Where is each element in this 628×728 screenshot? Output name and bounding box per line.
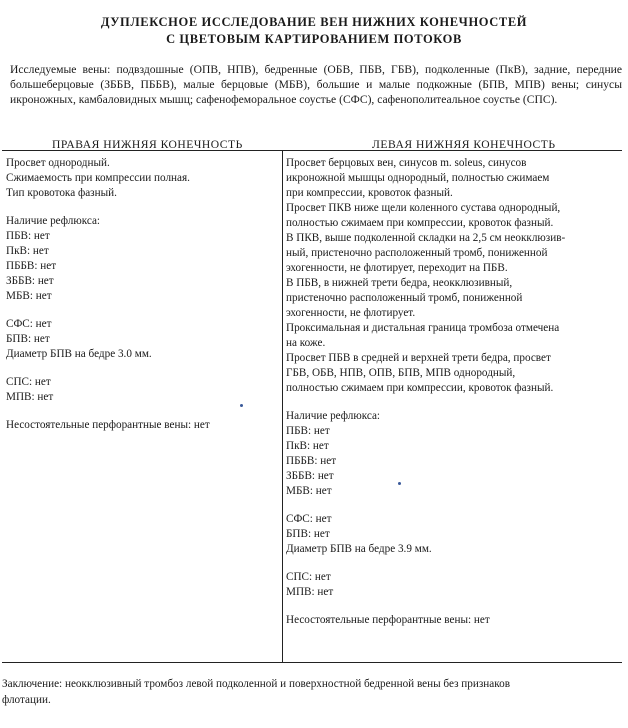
finding-line: пристеночно расположенный тромб, пониженной <box>286 292 523 304</box>
right-limb-header: ПРАВАЯ НИЖНЯЯ КОНЕЧНОСТЬ <box>52 138 243 151</box>
finding-line: эхогенности, не флотирует. <box>286 307 416 319</box>
finding-line: В ПКВ, выше подколенной складки на 2,5 см неокклюзив- <box>286 232 566 244</box>
finding-line: Просвет однородный. <box>6 157 110 169</box>
title-line-2: С ЦВЕТОВЫМ КАРТИРОВАНИЕМ ПОТОКОВ <box>166 32 462 46</box>
finding-line: Диаметр БПВ на бедре 3.0 мм. <box>6 348 152 360</box>
blank-line <box>6 304 278 317</box>
left-limb-findings <box>286 156 618 628</box>
finding-line: полностью сжимаем при компрессии, кровоток фазный. <box>286 217 554 229</box>
finding-line: ПБВ: нет <box>6 230 50 242</box>
finding-line: ПББВ: нет <box>286 455 337 467</box>
finding-line: МПВ: нет <box>6 391 54 403</box>
finding-line: СПС: нет <box>6 376 51 388</box>
ink-speck <box>240 404 243 407</box>
finding-line: ПкВ: нет <box>6 245 49 257</box>
finding-line: ГБВ, ОБВ, НПВ, ОПВ, БПВ, МПВ однородный, <box>286 367 516 379</box>
conclusion-line-1: Заключение: неокклюзивный тромбоз левой подколенной и поверхностной бедренной вены без признаков <box>2 678 510 690</box>
finding-line: Проксимальная и дистальная граница тромбоза отмечена <box>286 322 560 334</box>
blank-line <box>6 362 278 375</box>
finding-line: Просвет ПБВ в средней и верхней трети бедра, просвет <box>286 352 551 364</box>
finding-line: эхогенности, не флотирует, переходит на ПБВ. <box>286 262 508 274</box>
blank-line <box>286 600 618 613</box>
conclusion-line-2: флотации. <box>2 694 51 706</box>
left-limb-header: ЛЕВАЯ НИЖНЯЯ КОНЕЧНОСТЬ <box>372 138 556 151</box>
finding-line: БПВ: нет <box>6 333 50 345</box>
document-title <box>0 14 628 48</box>
ink-speck <box>398 482 401 485</box>
finding-line: икроножной мышцы однородный, полностью сжимаем <box>286 172 550 184</box>
finding-line: Несостоятельные перфорантные вены: нет <box>6 419 210 431</box>
finding-line: Диаметр БПВ на бедре 3.9 мм. <box>286 543 432 555</box>
finding-line: СПС: нет <box>286 571 331 583</box>
title-line-1: ДУПЛЕКСНОЕ ИССЛЕДОВАНИЕ ВЕН НИЖНИХ КОНЕЧНОСТЕЙ <box>100 15 528 29</box>
finding-line: ПБВ: нет <box>286 425 330 437</box>
finding-line: СФС: нет <box>6 318 52 330</box>
finding-line: В ПБВ, в нижней трети бедра, неокклюзивный, <box>286 277 513 289</box>
blank-line <box>286 396 618 409</box>
right-limb-findings <box>6 156 278 433</box>
finding-line: МБВ: нет <box>6 290 52 302</box>
findings-table <box>2 150 622 663</box>
blank-line <box>6 201 278 214</box>
finding-line: Несостоятельные перфорантные вены: нет <box>286 614 490 626</box>
examined-veins-intro: Исследуемые вены: подвздошные (ОПВ, НПВ), бедренные (ОБВ, ПБВ, ГБВ), подколенные (ПкВ), задние, передние большеберцовые (ЗББВ, ПББВ), малые берцовые (МБВ), большие и малые подкожные (БПВ, МПВ) вены; синусы икроножных, камбаловидных мышц; сафенофеморальное соустье (СФС), сафенополитеальное соустье (СПС). <box>10 63 622 106</box>
blank-line <box>6 405 278 418</box>
finding-line: Просвет ПКВ ниже щели коленного сустава однородный, <box>286 202 561 214</box>
finding-line: Сжимаемость при компрессии полная. <box>6 172 190 184</box>
conclusion <box>2 676 617 708</box>
finding-line: МПВ: нет <box>286 586 334 598</box>
finding-line: ЗББВ: нет <box>6 275 54 287</box>
blank-line <box>286 499 618 512</box>
finding-line: СФС: нет <box>286 513 332 525</box>
finding-line: Тип кровотока фазный. <box>6 187 117 199</box>
finding-line: МБВ: нет <box>286 485 332 497</box>
finding-line: ПББВ: нет <box>6 260 57 272</box>
blank-line <box>286 557 618 570</box>
finding-line: БПВ: нет <box>286 528 330 540</box>
finding-line: ПкВ: нет <box>286 440 329 452</box>
finding-line: Наличие рефлюкса: <box>6 215 101 227</box>
column-divider <box>282 151 283 662</box>
finding-line: Просвет берцовых вен, синусов m. soleus, синусов <box>286 157 527 169</box>
finding-line: полностью сжимаем при компрессии, кровоток фазный. <box>286 382 554 394</box>
finding-line: ЗББВ: нет <box>286 470 334 482</box>
finding-line: ный, пристеночно расположенный тромб, пониженной <box>286 247 548 259</box>
finding-line: при компрессии, кровоток фазный. <box>286 187 453 199</box>
finding-line: Наличие рефлюкса: <box>286 410 381 422</box>
finding-line: на коже. <box>286 337 326 349</box>
